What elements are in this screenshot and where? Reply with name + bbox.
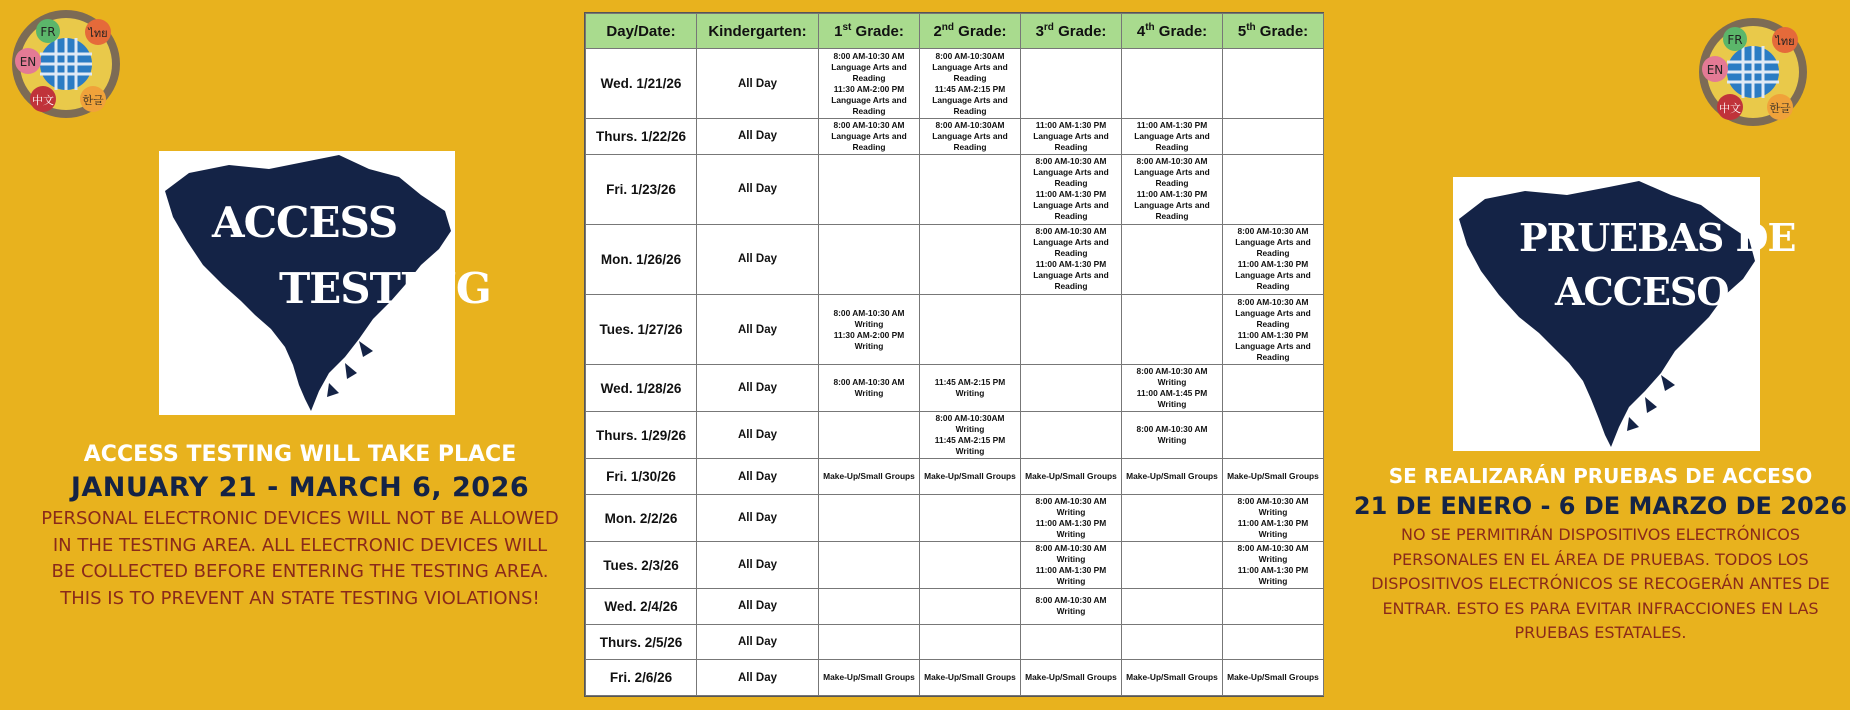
grade-3-cell [1021, 624, 1122, 660]
grade-3-cell [1021, 542, 1122, 589]
grade-1-cell [819, 224, 920, 294]
kindergarten-cell: All Day [697, 660, 819, 696]
grade-3-cell [1021, 589, 1122, 625]
schedule-entry: Language Arts and Reading [831, 130, 907, 152]
kindergarten-cell: All Day [697, 119, 819, 155]
grade-4-cell [1122, 154, 1223, 224]
grade-5-cell [1223, 412, 1324, 459]
grade-3-cell [1021, 119, 1122, 155]
schedule-entry: 11:00 AM-1:30 PM [1035, 119, 1107, 130]
grade-5-cell [1223, 494, 1324, 541]
schedule-entry: Language Arts and Reading [1033, 167, 1109, 189]
testing-announcement: ACCESS TESTING WILL TAKE PLACE [83, 442, 517, 467]
grade-5-cell [1223, 224, 1324, 294]
grade-4-cell [1122, 459, 1223, 495]
table-row [586, 154, 1324, 224]
schedule-entry: Make-Up/Small Groups [1025, 672, 1117, 683]
day-date-cell: Tues. 1/27/26 [586, 295, 697, 365]
schedule-entry: Language Arts and Reading [831, 61, 907, 83]
schedule-entry: Writing [955, 388, 985, 399]
grade-2-cell [920, 365, 1021, 412]
kindergarten-cell: All Day [697, 589, 819, 625]
grade-1-cell [819, 459, 920, 495]
header-grade-1: 1st Grade: [819, 14, 920, 49]
grade-5-cell [1223, 365, 1324, 412]
schedule-entry: 11:00 AM-1:30 PM [1035, 189, 1107, 200]
grade-5-cell [1223, 660, 1324, 696]
table-row [586, 589, 1324, 625]
schedule-entry: 11:00 AM-1:30 PM [1237, 565, 1309, 576]
graphic-title-line-1: ACCESS [212, 198, 398, 247]
grade-4-cell [1122, 295, 1223, 365]
schedule-entry: Writing [1056, 529, 1086, 540]
schedule-entry: Writing [1056, 507, 1086, 518]
grade-4-cell [1122, 542, 1223, 589]
day-date-cell: Wed. 1/21/26 [586, 49, 697, 119]
schedule-entry: Writing [1056, 554, 1086, 565]
schedule-entry: 8:00 AM-10:30 AM [1136, 366, 1208, 377]
testing-announcement: SE REALIZARÁN PRUEBAS DE ACCESO [1388, 464, 1813, 488]
table-row [586, 49, 1324, 119]
grade-1-cell [819, 624, 920, 660]
schedule-entry: 8:00 AM-10:30 AM [1035, 595, 1107, 606]
logo-label: 中文 [32, 94, 54, 107]
schedule-entry: 8:00 AM-10:30 AM [1237, 543, 1309, 554]
grade-3-cell [1021, 49, 1122, 119]
grade-1-cell [819, 589, 920, 625]
kindergarten-cell: All Day [697, 49, 819, 119]
grade-2-cell [920, 154, 1021, 224]
kindergarten-cell: All Day [697, 624, 819, 660]
schedule-entry: 8:00 AM-10:30 AM [833, 50, 905, 61]
access-testing-graphic [159, 151, 491, 415]
schedule-entry: Writing [854, 388, 884, 399]
grade-5-cell [1223, 154, 1324, 224]
schedule-entry: 8:00 AM-10:30 AM [1237, 296, 1309, 307]
grade-4-cell [1122, 119, 1223, 155]
schedule-entry: Writing [1258, 576, 1288, 587]
grade-2-cell [920, 295, 1021, 365]
schedule-entry: 11:30 AM-2:00 PM [833, 83, 905, 94]
schedule-entry: Writing [955, 424, 985, 435]
schedule-entry: Writing [854, 340, 884, 351]
day-date-cell: Tues. 2/3/26 [586, 542, 697, 589]
schedule-entry: Make-Up/Small Groups [1227, 672, 1319, 683]
language-globe-logo-right [1697, 16, 1809, 128]
kindergarten-cell: All Day [697, 494, 819, 541]
schedule-entry: 8:00 AM-10:30 AM [833, 307, 905, 318]
grade-3-cell [1021, 295, 1122, 365]
grade-3-cell [1021, 224, 1122, 294]
logo-label: 中文 [1719, 102, 1741, 115]
schedule-entry: Language Arts and Reading [932, 61, 1008, 83]
kindergarten-cell: All Day [697, 365, 819, 412]
grade-1-cell [819, 49, 920, 119]
english-notice [40, 440, 560, 612]
table-row [586, 459, 1324, 495]
grade-2-cell [920, 494, 1021, 541]
schedule-entry: Language Arts and Reading [831, 94, 907, 116]
schedule-entry: Make-Up/Small Groups [823, 672, 915, 683]
grade-2-cell [920, 119, 1021, 155]
logo-label: FR [1727, 33, 1743, 47]
grade-1-cell [819, 119, 920, 155]
schedule-entry: 11:00 AM-1:30 PM [1035, 259, 1107, 270]
grade-5-cell [1223, 459, 1324, 495]
schedule-entry: 11:00 AM-1:30 PM [1237, 259, 1309, 270]
grade-3-cell [1021, 154, 1122, 224]
day-date-cell: Thurs. 1/29/26 [586, 412, 697, 459]
graphic-title-line-1: PRUEBAS DE [1519, 215, 1796, 260]
grade-2-cell [920, 624, 1021, 660]
schedule-entry: 11:45 AM-2:15 PM [934, 377, 1006, 388]
schedule-entry: 11:00 AM-1:30 PM [1035, 518, 1107, 529]
grade-5-cell [1223, 119, 1324, 155]
schedule-entry: Writing [1258, 529, 1288, 540]
schedule-entry: 11:00 AM-1:30 PM [1237, 518, 1309, 529]
grade-3-cell [1021, 494, 1122, 541]
grade-2-cell [920, 589, 1021, 625]
schedule-entry: Language Arts and Reading [1134, 167, 1210, 189]
grade-4-cell [1122, 494, 1223, 541]
schedule-entry: 8:00 AM-10:30AM [935, 119, 1005, 130]
schedule-entry: 11:00 AM-1:30 PM [1035, 565, 1107, 576]
schedule-entry: 8:00 AM-10:30 AM [1237, 226, 1309, 237]
schedule-entry: 8:00 AM-10:30 AM [1035, 156, 1107, 167]
grade-5-cell [1223, 295, 1324, 365]
grade-1-cell [819, 494, 920, 541]
schedule-entry: Writing [1056, 576, 1086, 587]
header-grade-4: 4th Grade: [1122, 14, 1223, 49]
schedule-entry: Make-Up/Small Groups [1025, 471, 1117, 482]
header-grade-2: 2nd Grade: [920, 14, 1021, 49]
header-day-date: Day/Date: [586, 14, 697, 49]
schedule-entry: Writing [1157, 435, 1187, 446]
logo-label: EN [19, 55, 37, 69]
table-row [586, 494, 1324, 541]
schedule-entry: Language Arts and Reading [1134, 130, 1210, 152]
grade-4-cell [1122, 224, 1223, 294]
header-grade-5: 5th Grade: [1223, 14, 1324, 49]
schedule-entry: Language Arts and Reading [1033, 237, 1109, 259]
grade-1-cell [819, 154, 920, 224]
schedule-entry: 11:45 AM-2:15 PM [934, 435, 1006, 446]
schedule-entry: 11:00 AM-1:30 PM [1136, 189, 1208, 200]
schedule-entry: Language Arts and Reading [1235, 237, 1311, 259]
grade-5-cell [1223, 542, 1324, 589]
schedule-entry: 8:00 AM-10:30 AM [1237, 496, 1309, 507]
schedule-entry: Writing [1157, 399, 1187, 410]
schedule-entry: Language Arts and Reading [932, 130, 1008, 152]
schedule-entry: Language Arts and Reading [1033, 270, 1109, 292]
day-date-cell: Fri. 1/23/26 [586, 154, 697, 224]
schedule-entry: Language Arts and Reading [932, 94, 1008, 116]
schedule-entry: Writing [1258, 507, 1288, 518]
logo-label: FR [40, 25, 56, 39]
schedule-entry: 8:00 AM-10:30 AM [1136, 424, 1208, 435]
day-date-cell: Fri. 2/6/26 [586, 660, 697, 696]
grade-4-cell [1122, 412, 1223, 459]
schedule-entry: 8:00 AM-10:30 AM [1136, 156, 1208, 167]
grade-3-cell [1021, 660, 1122, 696]
testing-dates: JANUARY 21 - MARCH 6, 2026 [70, 472, 530, 503]
logo-label: ไทย [1775, 35, 1795, 48]
kindergarten-cell: All Day [697, 459, 819, 495]
schedule-entry: 11:45 AM-2:15 PM [934, 83, 1006, 94]
schedule-entry: 8:00 AM-10:30AM [935, 50, 1005, 61]
schedule-entry: Writing [1258, 554, 1288, 565]
grade-2-cell [920, 542, 1021, 589]
grade-1-cell [819, 365, 920, 412]
grade-4-cell [1122, 49, 1223, 119]
schedule-entry: Make-Up/Small Groups [1126, 672, 1218, 683]
schedule-entry: Make-Up/Small Groups [924, 672, 1016, 683]
device-policy-notice: PERSONAL ELECTRONIC DEVICES WILL NOT BE ALLOWED IN THE TESTING AREA. ALL ELECTRONIC DEVICES WILL BE COLLECTED BEFORE ENTERING THE TESTING AREA. THIS IS TO PREVENT AN STATE TESTING VIOLATIONS! [41, 508, 559, 609]
schedule-entry: Language Arts and Reading [1134, 200, 1210, 222]
schedule-entry: Language Arts and Reading [1033, 200, 1109, 222]
schedule-entry: 11:00 AM-1:45 PM [1136, 388, 1208, 399]
schedule-entry: 8:00 AM-10:30 AM [1035, 496, 1107, 507]
grade-2-cell [920, 224, 1021, 294]
schedule-entry: 11:30 AM-2:00 PM [833, 329, 905, 340]
grade-1-cell [819, 542, 920, 589]
schedule-entry: Make-Up/Small Groups [924, 471, 1016, 482]
spanish-notice [1352, 462, 1849, 646]
table-row [586, 295, 1324, 365]
grade-2-cell [920, 459, 1021, 495]
grade-3-cell [1021, 412, 1122, 459]
header-kindergarten: Kindergarten: [697, 14, 819, 49]
kindergarten-cell: All Day [697, 542, 819, 589]
grade-2-cell [920, 412, 1021, 459]
schedule-entry: Make-Up/Small Groups [823, 471, 915, 482]
schedule-entry: 11:00 AM-1:30 PM [1237, 329, 1309, 340]
device-policy-notice: NO SE PERMITIRÁN DISPOSITIVOS ELECTRÓNICOS PERSONALES EN EL ÁREA DE PRUEBAS. TODOS LOS DISPOSITIVOS ELECTRÓNICOS SE RECOGERÁN ANTES DE ENTRAR. ESTO ES PARA EVITAR INFRACCIONES EN LAS PRUEBAS ESTATALES. [1371, 525, 1830, 642]
grade-2-cell [920, 660, 1021, 696]
day-date-cell: Thurs. 1/22/26 [586, 119, 697, 155]
kindergarten-cell: All Day [697, 412, 819, 459]
grade-1-cell [819, 660, 920, 696]
schedule-entry: Make-Up/Small Groups [1227, 471, 1319, 482]
day-date-cell: Thurs. 2/5/26 [586, 624, 697, 660]
table-header-row [586, 14, 1324, 49]
day-date-cell: Wed. 1/28/26 [586, 365, 697, 412]
table-row [586, 412, 1324, 459]
pruebas-de-acceso-graphic [1453, 177, 1796, 451]
table-row [586, 224, 1324, 294]
testing-schedule-table [584, 12, 1324, 697]
schedule-entry: 11:00 AM-1:30 PM [1136, 119, 1208, 130]
language-globe-logo-left [10, 8, 122, 120]
grade-4-cell [1122, 589, 1223, 625]
schedule-entry: 8:00 AM-10:30AM [935, 413, 1005, 424]
testing-dates: 21 DE ENERO - 6 DE MARZO DE 2026 [1353, 492, 1848, 520]
grade-4-cell [1122, 365, 1223, 412]
schedule-entry: Make-Up/Small Groups [1126, 471, 1218, 482]
table-row [586, 660, 1324, 696]
schedule-entry: Language Arts and Reading [1033, 130, 1109, 152]
graphic-title-line-2: TESTING [279, 264, 491, 313]
schedule-entry: Language Arts and Reading [1235, 307, 1311, 329]
table-row [586, 365, 1324, 412]
logo-label: 한글 [82, 94, 104, 107]
table-row [586, 624, 1324, 660]
table-row [586, 119, 1324, 155]
day-date-cell: Wed. 2/4/26 [586, 589, 697, 625]
grade-4-cell [1122, 624, 1223, 660]
schedule-entry: 8:00 AM-10:30 AM [833, 119, 905, 130]
language-globe-icon [1697, 16, 1809, 128]
grade-5-cell [1223, 589, 1324, 625]
grade-5-cell [1223, 49, 1324, 119]
day-date-cell: Mon. 2/2/26 [586, 494, 697, 541]
schedule-entry: Writing [1157, 377, 1187, 388]
schedule-entry: Writing [955, 446, 985, 457]
grade-2-cell [920, 49, 1021, 119]
grade-1-cell [819, 412, 920, 459]
language-globe-icon [10, 8, 122, 120]
grade-4-cell [1122, 660, 1223, 696]
schedule-entry: Language Arts and Reading [1235, 270, 1311, 292]
schedule-entry: 8:00 AM-10:30 AM [833, 377, 905, 388]
grade-1-cell [819, 295, 920, 365]
kindergarten-cell: All Day [697, 154, 819, 224]
kindergarten-cell: All Day [697, 295, 819, 365]
graphic-title-line-2: ACCESO [1555, 269, 1729, 314]
schedule-entry: Writing [854, 318, 884, 329]
grade-3-cell [1021, 459, 1122, 495]
kindergarten-cell: All Day [697, 224, 819, 294]
logo-label: 한글 [1769, 102, 1791, 115]
header-grade-3: 3rd Grade: [1021, 14, 1122, 49]
grade-5-cell [1223, 624, 1324, 660]
schedule-entry: 8:00 AM-10:30 AM [1035, 226, 1107, 237]
grade-3-cell [1021, 365, 1122, 412]
schedule-entry: Language Arts and Reading [1235, 340, 1311, 362]
table-row [586, 542, 1324, 589]
logo-label: ไทย [88, 27, 108, 40]
day-date-cell: Fri. 1/30/26 [586, 459, 697, 495]
schedule-entry: Writing [1056, 606, 1086, 617]
day-date-cell: Mon. 1/26/26 [586, 224, 697, 294]
schedule-entry: 8:00 AM-10:30 AM [1035, 543, 1107, 554]
logo-label: EN [1706, 63, 1724, 77]
